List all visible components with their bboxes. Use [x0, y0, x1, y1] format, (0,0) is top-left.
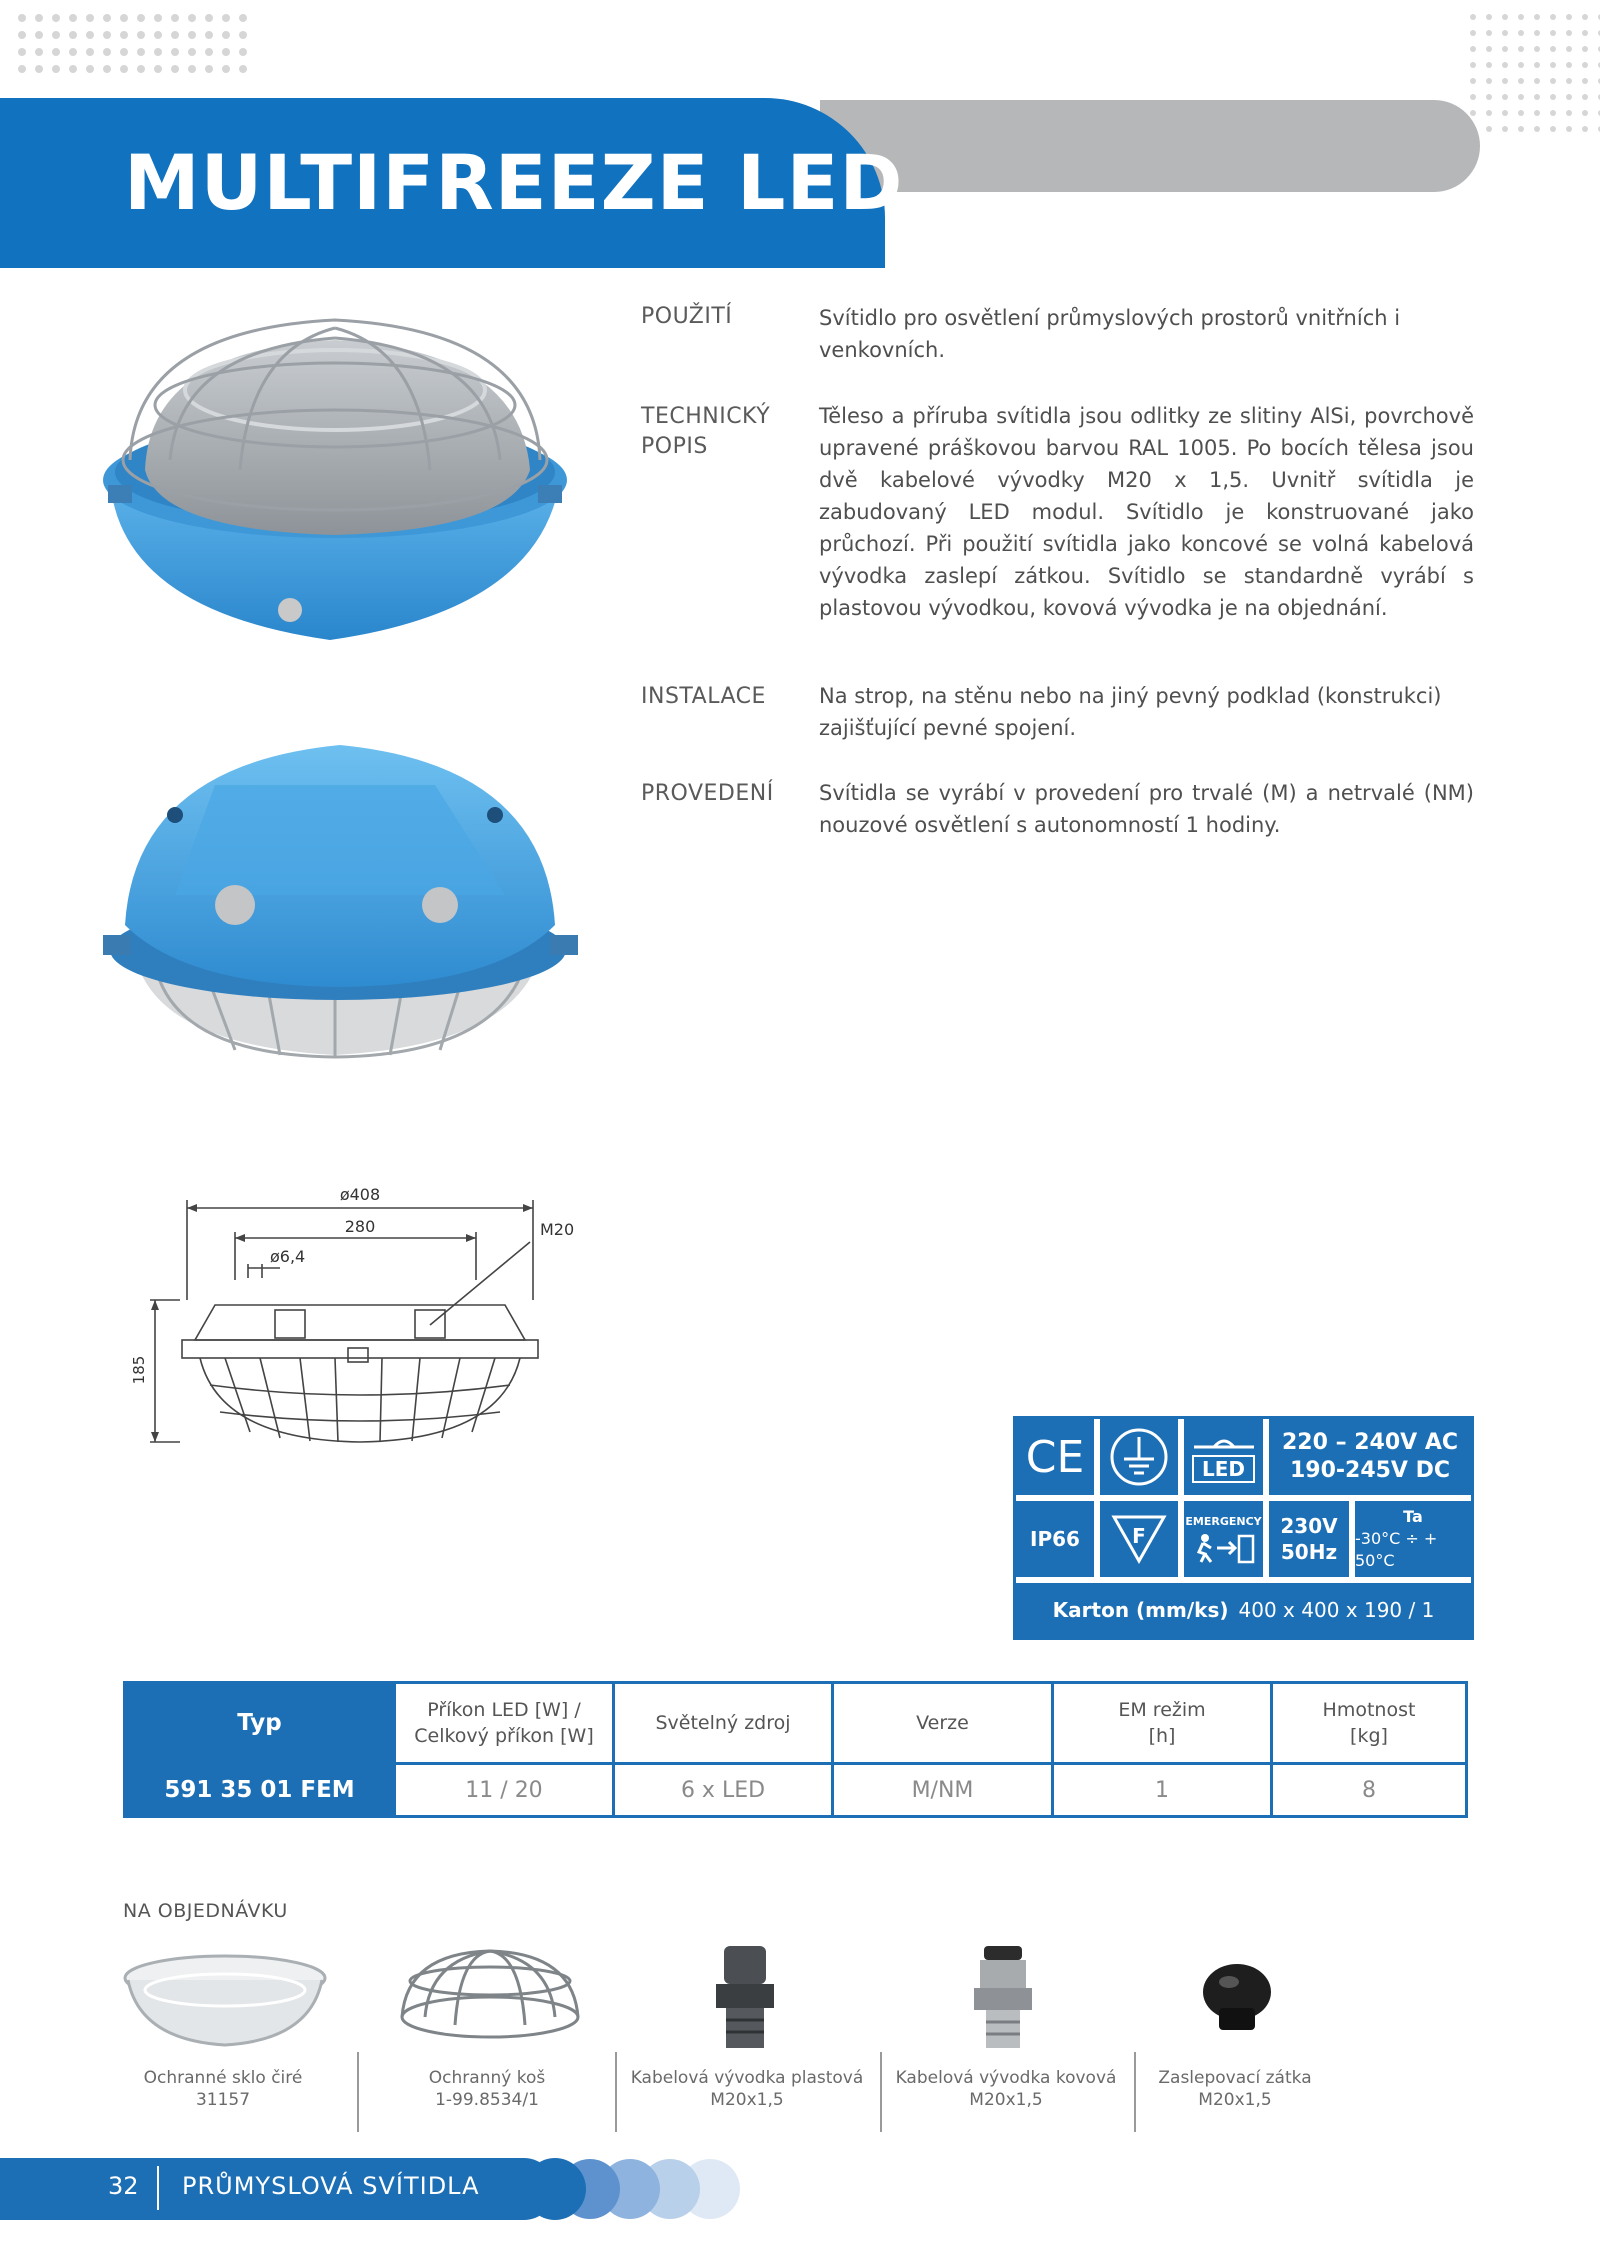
page-title: MULTIFREEZE LED — [124, 138, 904, 227]
plastic-gland-image — [710, 1940, 780, 2055]
label-technicky-line2: POPIS — [641, 434, 708, 459]
th-em-line2: [h] — [1148, 1725, 1176, 1747]
accessories-heading: NA OBJEDNÁVKU — [123, 1900, 288, 1922]
text-technicky-popis: Těleso a příruba svítidla jsou odlitky ze slitiny AlSi, povrchově upravené práškovou barvou RAL 1005. Po bocích tělesa jsou dvě kabelové vývodky M20 x 1,5. Uvnitř svítidla je zabudovaný LED modul. Svítidlo je konstruované jako průchozí. Při použití svítidla jako koncové se volná kabelová vývodka zaslepí zátkou. Svítidlo se standardně vyrábí s plastovou vývodkou, kovová vývodka je na objednání. — [819, 404, 1474, 620]
text-provedeni: Svítidla se vyrábí v provedení pro trvalé (M) a netrvalé (NM) nouzové osvětlení s autonomností 1 hodiny. — [819, 781, 1474, 837]
table-header-row — [125, 1683, 1467, 1764]
accessory-divider — [615, 2052, 617, 2132]
accessory-name: Kabelová vývodka kovová — [895, 2068, 1117, 2088]
td-em: 1 — [1053, 1764, 1272, 1817]
dim-gland: M20 — [540, 1220, 575, 1239]
product-photo-bottom — [95, 725, 585, 1065]
label-technicky-line1: TECHNICKÝ — [641, 404, 771, 429]
emergency-label: EMERGENCY — [1185, 1514, 1262, 1528]
blanking-plug-image — [1197, 1958, 1277, 2038]
footer-page-number: 32 — [108, 2172, 139, 2200]
accessory-name: Zaslepovací zátka — [1158, 2068, 1312, 2088]
th-em — [1053, 1683, 1272, 1764]
text-instalace: Na strop, na stěnu nebo na jiný pevný podklad (konstrukci) zajišťující pevné spojení. — [819, 684, 1442, 740]
th-hmotnost — [1272, 1683, 1467, 1764]
voltage-line2: 190-245V DC — [1289, 1458, 1451, 1483]
header-dots-right — [1470, 14, 1600, 132]
accessory-caption-3 — [622, 2067, 872, 2111]
dim-hole: ø6,4 — [270, 1247, 306, 1266]
accessory-caption-1 — [98, 2067, 348, 2111]
accessory-code: 31157 — [195, 2090, 251, 2110]
td-typ: 591 35 01 FEM — [125, 1764, 395, 1817]
title-grey-band — [820, 100, 1480, 192]
icon-grid-frame — [1013, 1416, 1474, 1640]
spec-table — [123, 1681, 1468, 1818]
ip-rating: IP66 — [1030, 1527, 1080, 1551]
dim-height: 185 — [130, 1355, 148, 1385]
accessory-caption-5 — [1110, 2067, 1360, 2111]
th-hmotnost-line2: [kg] — [1350, 1725, 1388, 1747]
glass-cover-image — [120, 1950, 330, 2050]
mains-line2: 50Hz — [1280, 1540, 1338, 1564]
label-pouziti: POUŽITÍ — [641, 304, 733, 329]
footer-section: PRŮMYSLOVÁ SVÍTIDLA — [182, 2172, 480, 2200]
ce-mark-text: CE — [1025, 1431, 1085, 1483]
dim-inner: 280 — [344, 1217, 376, 1236]
accessory-code: M20x1,5 — [1198, 2090, 1272, 2110]
th-verze: Verze — [833, 1683, 1053, 1764]
label-technicky-popis — [641, 402, 770, 462]
td-hmotnost: 8 — [1272, 1764, 1467, 1817]
voltage-line1: 220 – 240V AC — [1281, 1430, 1459, 1455]
technical-drawing — [120, 1180, 600, 1460]
th-prikon-line2: Celkový příkon [W] — [414, 1725, 594, 1747]
protective-basket-image — [395, 1945, 585, 2045]
th-prikon — [395, 1683, 614, 1764]
td-verze: M/NM — [833, 1764, 1053, 1817]
th-zdroj: Světelný zdroj — [614, 1683, 833, 1764]
karton-value: 400 x 400 x 190 / 1 — [1238, 1598, 1435, 1622]
accessory-name: Ochranný koš — [428, 2068, 546, 2088]
text-pouziti: Svítidlo pro osvětlení průmyslových prostorů vnitřních i venkovních. — [819, 306, 1401, 362]
led-label: LED — [1192, 1455, 1255, 1483]
th-typ: Typ — [125, 1683, 395, 1764]
accessory-caption-4 — [881, 2067, 1131, 2111]
mains-line1: 230V — [1280, 1514, 1338, 1538]
accessory-code: M20x1,5 — [969, 2090, 1043, 2110]
header-dots-left — [18, 14, 247, 73]
metal-gland-image — [968, 1940, 1038, 2055]
dim-outer: ø408 — [339, 1185, 381, 1204]
accessory-divider — [357, 2052, 359, 2132]
label-provedeni: PROVEDENÍ — [641, 781, 774, 806]
accessory-caption-2 — [362, 2067, 612, 2111]
accessory-code: M20x1,5 — [710, 2090, 784, 2110]
f-mark-text: F — [1132, 1524, 1146, 1548]
td-zdroj: 6 x LED — [614, 1764, 833, 1817]
th-em-line1: EM režim — [1118, 1699, 1206, 1721]
accessory-code: 1-99.8534/1 — [435, 2090, 539, 2110]
td-prikon: 11 / 20 — [395, 1764, 614, 1817]
accessory-name: Kabelová vývodka plastová — [630, 2068, 864, 2088]
footer-circles — [520, 2154, 740, 2224]
product-photo-top — [90, 310, 580, 660]
label-instalace: INSTALACE — [641, 684, 766, 709]
ta-range: -30°C ÷ + 50°C — [1355, 1529, 1438, 1570]
footer-divider — [157, 2166, 159, 2210]
ta-label: Ta — [1403, 1507, 1423, 1526]
table-row — [125, 1764, 1467, 1817]
th-hmotnost-line1: Hmotnost — [1322, 1699, 1416, 1721]
accessory-name: Ochranné sklo čiré — [143, 2068, 303, 2088]
karton-label: Karton (mm/ks) — [1052, 1598, 1229, 1622]
th-prikon-line1: Příkon LED [W] / — [427, 1699, 581, 1721]
